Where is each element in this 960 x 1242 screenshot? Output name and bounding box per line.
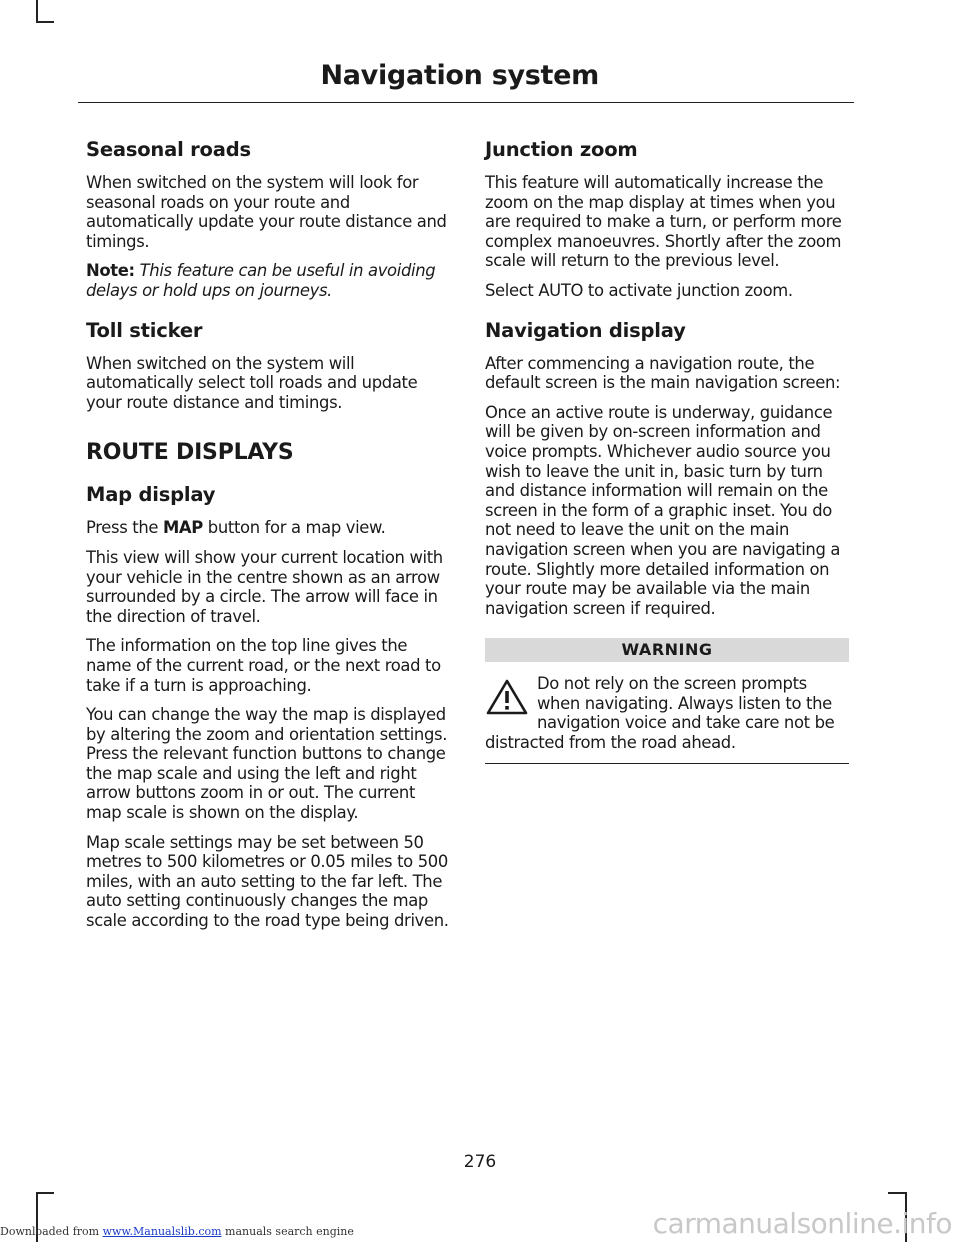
map-button-label: MAP bbox=[162, 518, 203, 538]
note-paragraph bbox=[86, 261, 450, 300]
map-paragraph-3: The information on the top line gives the name of the current road, or the next road to take if a turn is approaching. bbox=[86, 636, 441, 695]
download-footer bbox=[0, 1225, 354, 1238]
crop-mark bbox=[36, 0, 38, 22]
map-paragraph-2: This view will show your current location with your vehicle in the centre shown as an arrow surrounded by a circle. The arrow will face in the direction of travel. bbox=[86, 547, 443, 626]
seasonal-roads-text: When switched on the system will look for seasonal roads on your route and automatically update your route distance and timings. bbox=[86, 173, 447, 251]
left-column bbox=[86, 138, 450, 941]
note-label: Note: bbox=[86, 261, 135, 281]
page-header bbox=[78, 58, 854, 103]
navigation-paragraph-1: After commencing a navigation route, the default screen is the main navigation screen: bbox=[485, 353, 841, 393]
page-number: 276 bbox=[463, 1152, 497, 1172]
warning-box bbox=[485, 674, 849, 763]
crop-mark bbox=[36, 1192, 54, 1194]
note-text: This feature can be useful in avoiding delays or hold ups on journeys. bbox=[86, 261, 436, 300]
warning-triangle-icon bbox=[485, 678, 529, 716]
map-paragraph-4: You can change the way the map is displayed by altering the zoom and orientation settings. Press the relevant function buttons to change the map scale and using the left and right arrow buttons zoom in or out. The current map scale is shown on the display. bbox=[86, 705, 448, 823]
map-display-heading: Map display bbox=[86, 483, 216, 507]
junction-zoom-heading: Junction zoom bbox=[485, 138, 638, 161]
navigation-display-heading: Navigation display bbox=[485, 318, 686, 342]
page-title: Navigation system bbox=[320, 60, 599, 91]
toll-sticker-heading: Toll sticker bbox=[86, 318, 203, 342]
route-displays-heading: ROUTE DISPLAYS bbox=[86, 440, 294, 466]
map-press-after: button for a map view. bbox=[202, 518, 386, 538]
manualslib-link[interactable]: www.Manualslib.com bbox=[102, 1225, 222, 1238]
crop-mark bbox=[36, 21, 54, 23]
seasonal-roads-heading: Seasonal roads bbox=[86, 138, 251, 161]
right-column bbox=[485, 138, 849, 764]
junction-zoom-text: This feature will automatically increase the zoom on the map display at times when you are required to make a turn, or perform more complex manoeuvres. Shortly after the zoom scale will return to the previous level. bbox=[485, 173, 842, 271]
navigation-paragraph-2: Once an active route is underway, guidance will be given by on-screen information and voice prompts. Whichever audio source you wish to leave the unit in, basic turn by turn and distance information will remain on the screen in the form of a graphic inset. You do not need to leave the unit on the main navigation screen when you are navigating a route. Slightly more detailed information on your route may be available via the main navigation screen if required. bbox=[485, 402, 841, 618]
map-paragraph-5: Map scale settings may be set between 50 metres to 500 kilometres or 0.05 miles to 500 miles, with an auto setting to the far left. The auto setting continuously changes the map scale according to the road type being driven. bbox=[86, 832, 449, 931]
junction-auto-text: Select AUTO to activate junction zoom. bbox=[485, 280, 793, 300]
watermark-logo: carmanualsonline.info bbox=[652, 1207, 952, 1240]
footer-prefix: Downloaded from bbox=[0, 1225, 103, 1238]
map-press-paragraph bbox=[86, 518, 450, 538]
crop-mark bbox=[888, 1192, 906, 1194]
map-press-before: Press the bbox=[86, 518, 163, 538]
toll-sticker-text: When switched on the system will automatically select toll roads and update your route distance and timings. bbox=[86, 353, 418, 412]
footer-suffix: manuals search engine bbox=[221, 1225, 354, 1238]
warning-header: WARNING bbox=[485, 638, 849, 662]
warning-text: Do not rely on the screen prompts when navigating. Always listen to the navigation voice and take care not be distracted from the road ahead. bbox=[485, 674, 835, 753]
